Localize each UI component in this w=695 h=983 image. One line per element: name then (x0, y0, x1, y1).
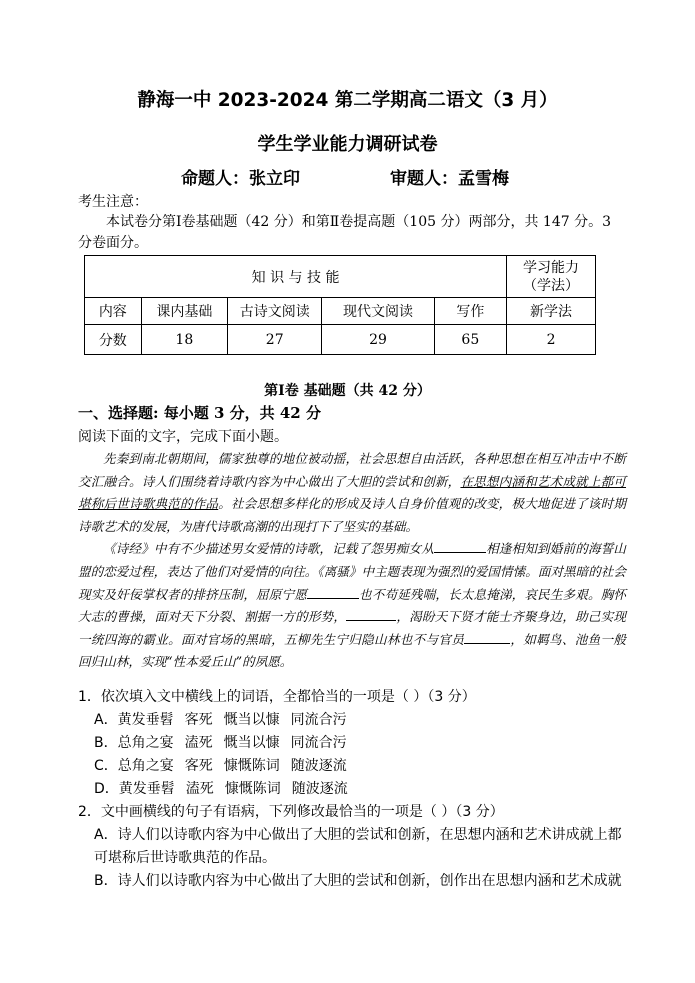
table-group-header: 知 识 与 技 能 (85, 256, 507, 298)
reviewer-name: 审题人：孟雪梅 (390, 169, 509, 189)
section-heading: 第Ⅰ卷 基础题（共 42 分） (264, 383, 431, 399)
table-col-header: 课内基础 (141, 298, 227, 325)
table-cell: 27 (228, 325, 322, 355)
table-row-label-content: 内容 (85, 298, 142, 325)
setter-name: 命题人：张立印 (181, 169, 300, 189)
underlined-sentence: 在思想内涵和艺术成就上都可堪称后世诗歌典范的作品 (78, 473, 627, 512)
table-col-header: 新学法 (507, 298, 596, 325)
question-group-heading: 一、选择题: 每小题 3 分，共 42 分 (78, 404, 321, 422)
table-cell: 18 (141, 325, 227, 355)
option-a: A．黄发垂髫 客死 慨当以慷 同流合污 (94, 712, 347, 728)
exam-subtitle: 学生学业能力调研试卷 (257, 134, 438, 155)
notice-label: 考生注意： (78, 194, 148, 210)
table-row-label-score: 分数 (85, 325, 142, 355)
option-c: C．总角之宴 客死 慷慨陈词 随波逐流 (94, 758, 347, 774)
table-col-header: 古诗文阅读 (228, 298, 322, 325)
table-cell: 29 (322, 325, 434, 355)
fill-blank (307, 586, 359, 599)
exam-title: 静海一中 2023-2024 第二学期高二语文（3 月） (137, 90, 558, 111)
score-distribution-table (84, 255, 596, 355)
fill-blank (346, 608, 396, 621)
fill-blank (464, 631, 510, 644)
table-col-header: 现代文阅读 (322, 298, 434, 325)
option-a: A．诗人们以诗歌内容为中心做出了大胆的尝试和创新，在思想内涵和艺术讲成就上都可堪称后世诗歌典范的作品。 (94, 827, 622, 866)
option-b: B．诗人们以诗歌内容为中心做出了大胆的尝试和创新，创作出在思想内涵和艺术成就 (94, 873, 622, 889)
fill-blank (434, 540, 486, 553)
question-stem: 1．依次填入文中横线上的词语，全都恰当的一项是（ ）（3 分） (78, 689, 476, 705)
passage-paragraph: 《诗经》中有不少描述男女爱情的诗歌，记载了怨男痴女从 相逢相知到婚前的海誓山盟的恋爱过程，表达了他们对爱情的向往。《离骚》中主题表现为强烈的爱国情愫。面对黑暗的社会现实及奸佞掌权者的排挤压制，屈原宁愿 也不苟延残喘，长太息掩涕，哀民生多艰。胸怀大志的曹操，面对天下分裂、割据一方的形势， ，渴盼天下贤才能士齐聚身边，助己实现一统四海的霸业。面对官场的黑暗，五柳先生宁归隐山林也不与官员 ，如羁鸟、池鱼一般回归山林，实现“性本爱丘山”的夙愿。 (78, 541, 627, 670)
question-stem: 2．文中画横线的句子有语病，下列修改最恰当的一项是（ ）（3 分） (78, 804, 504, 820)
table-cell: 65 (434, 325, 507, 355)
table-ability-header: 学习能力（学法） (507, 256, 596, 298)
option-d: D．黄发垂髫 溘死 慷慨陈词 随波逐流 (94, 781, 348, 797)
table-cell: 2 (507, 325, 596, 355)
question-1 (78, 686, 628, 801)
reading-instruction: 阅读下面的文字，完成下面小题。 (78, 429, 288, 445)
reading-passage (78, 448, 626, 674)
notice-text: 本试卷分第Ⅰ卷基础题（42 分）和第Ⅱ卷提高题（105 分）两部分，共 147 分。3 分卷面分。 (78, 214, 612, 251)
question-2 (78, 801, 628, 893)
passage-paragraph: 先秦到南北朝期间，儒家独尊的地位被动摇，社会思想自由活跃，各种思想在相互冲击中不断交汇融合。诗人们围绕着诗歌内容为中心做出了大胆的尝试和创新，在思想内涵和艺术成就上都可堪称后世诗歌典范的作品。社会思想多样化的形成及诗人自身价值观的改变，极大地促进了该时期诗歌艺术的发展，为唐代诗歌高潮的出现打下了坚实的基础。 (78, 451, 627, 534)
option-b: B．总角之宴 溘死 慨当以慷 同流合污 (94, 735, 347, 751)
table-col-header: 写作 (434, 298, 507, 325)
